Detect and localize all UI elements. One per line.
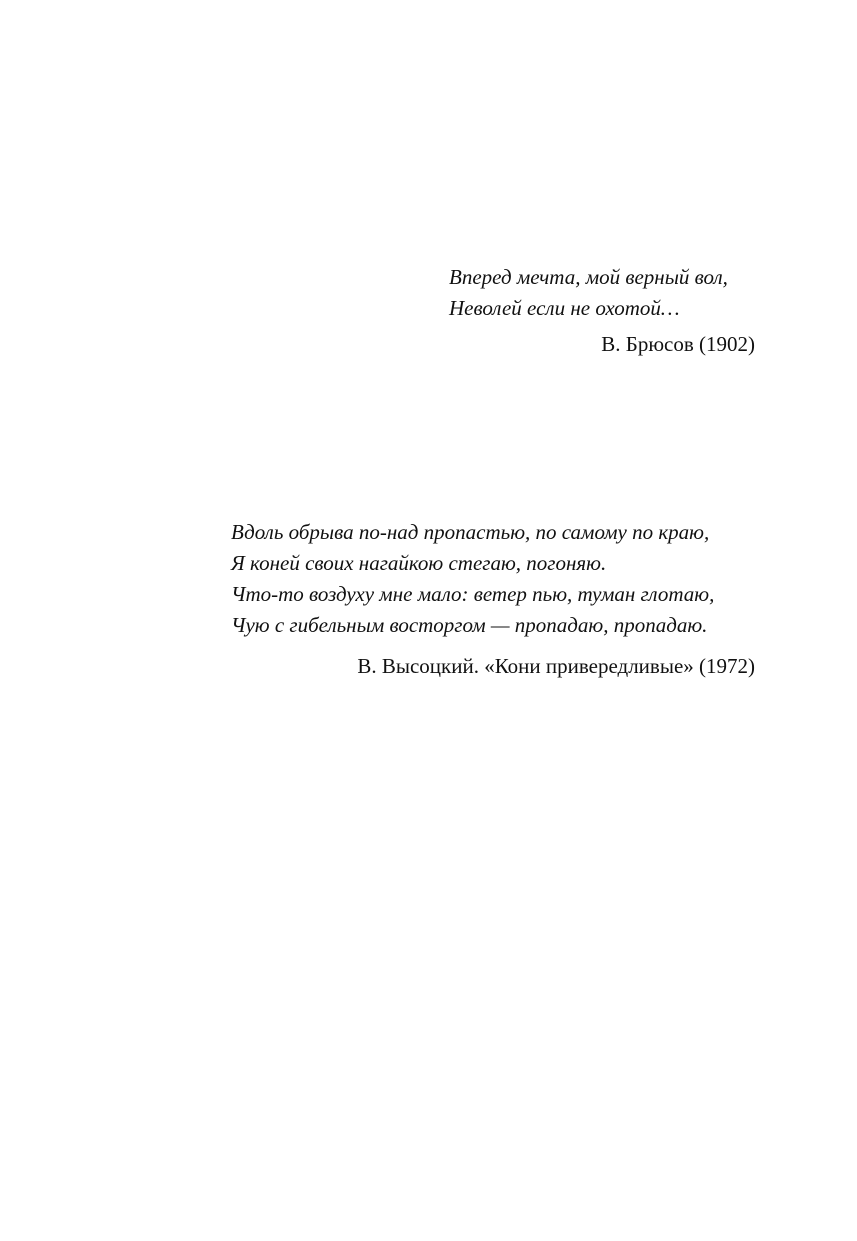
verse-line: Вперед мечта, мой верный вол,	[449, 265, 728, 289]
verse-line: Вдоль обрыва по-над пропастью, по самому по краю,	[231, 520, 710, 544]
verse-line: Неволей если не охотой…	[449, 296, 680, 320]
epigraph-bryusov	[449, 262, 755, 360]
epigraph-attribution: В. Высоцкий. «Кони привередливые» (1972)	[357, 654, 755, 678]
verse-line: Я коней своих нагайкою стегаю, погоняю.	[231, 551, 607, 575]
epigraph-attribution: В. Брюсов (1902)	[601, 332, 755, 356]
verse-line: Чую с гибельным восторгом — пропадаю, пропадаю.	[231, 613, 708, 637]
verse-line: Что-то воздуху мне мало: ветер пью, туман глотаю,	[231, 582, 715, 606]
epigraph-vysotsky	[231, 517, 755, 682]
